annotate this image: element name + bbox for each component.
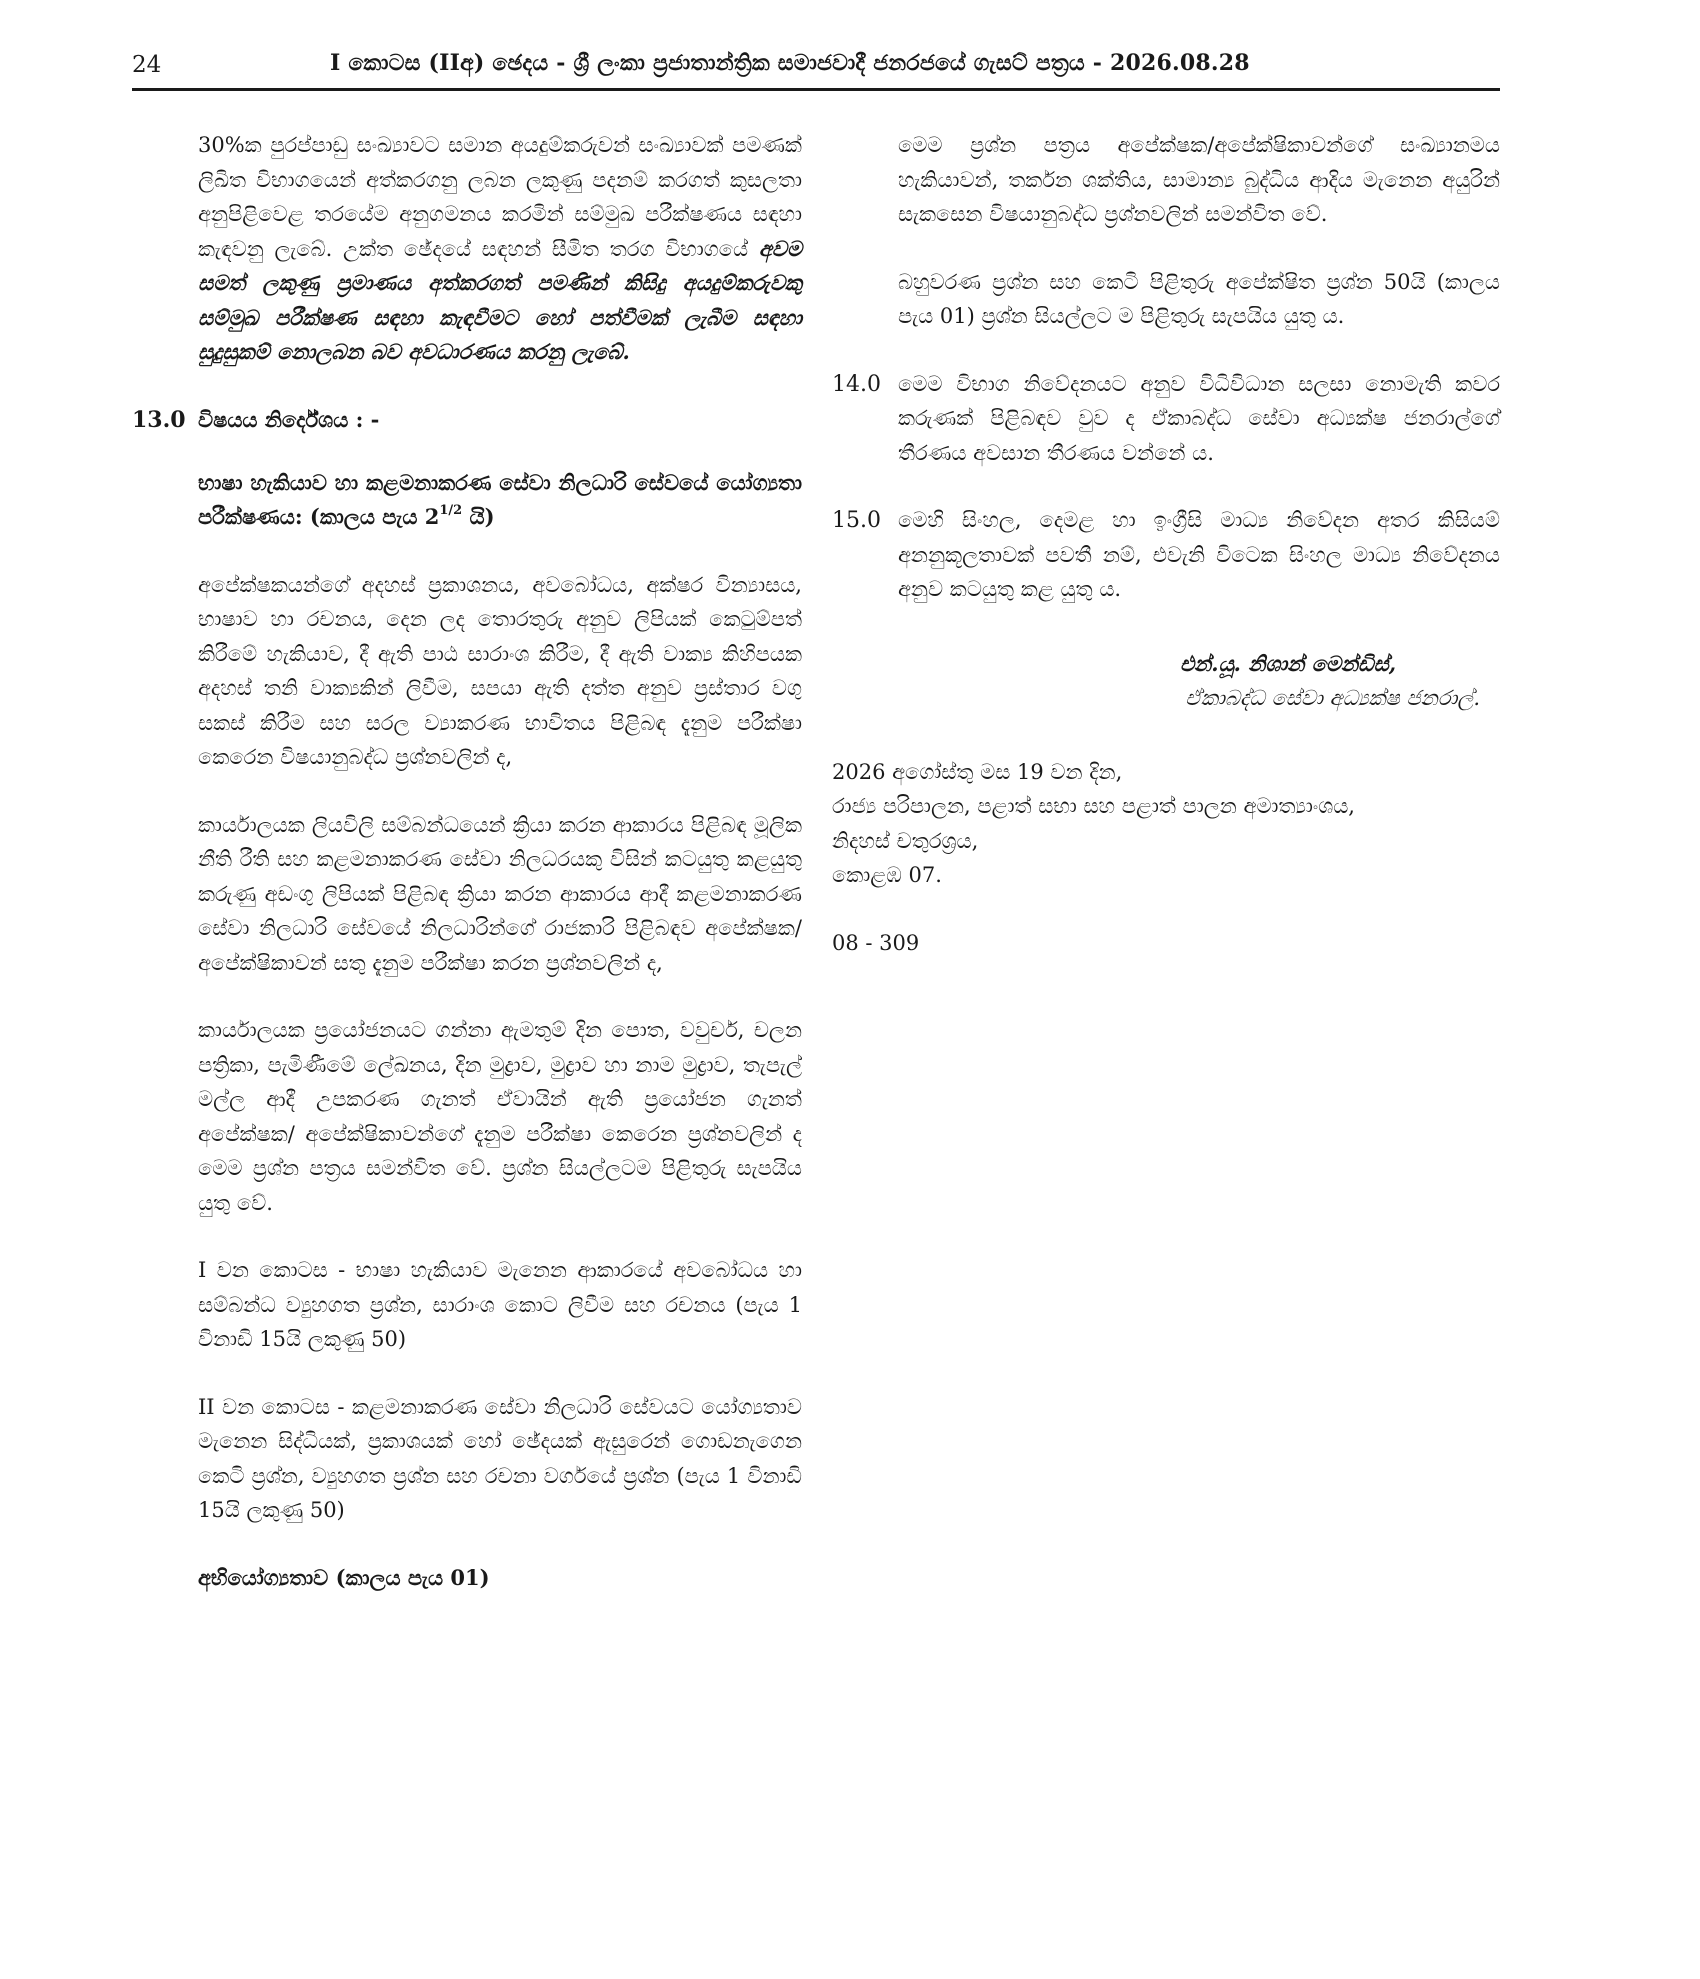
exam-duration-fraction: 1/2	[439, 503, 463, 518]
exam-paragraph-1: අපේක්ෂකයන්ගේ අදහස් ප්‍රකාශනය, අවබෝධය, අක්ෂර වින්‍යාසය, භාෂාව හා රචනය, දෙන ලද තොරතුරු අනුව ලිපියක් කෙටුම්පත් කිරීමේ හැකියාව, දී ඇති පාඨ සාරාංශ කිරීම, දී ඇති වාක්‍ය කිහිපයක අදහස් තනි වාක්‍යකින් ලිවීම, සපයා ඇති දත්ත අනුව ප්‍රස්තාර වගු සකස් කිරීම සහ සරල ව්‍යාකරණ භාවිතය පිළිබඳ දැනුම පරීක්ෂා කෙරෙන විෂයානුබද්ධ ප්‍රශ්නවලින් ද,	[198, 572, 802, 769]
part-1-description: I වන කොටස - භාෂා හැකියාව මැනෙන ආකාරයේ අවබෝධය හා සම්බන්ධ ව්‍යුහගත ප්‍රශ්න, සාරාංශ කොට ලිවීම සහ රචනය (පැය 1 විනාඩි 15යි ලකුණු 50)	[198, 1258, 802, 1351]
address-ministry: රාජ්‍ය පරිපාලන, පළාත් සභා සහ පළාත් පාලන අමාත්‍යාංශය,	[832, 794, 1355, 818]
page-number: 24	[132, 52, 162, 78]
address-square: නිදහස් චතුරශ්‍රය,	[832, 828, 979, 853]
section-15-text: මෙහි සිංහල, දෙමළ හා ඉංග්‍රීසි මාධ්‍ය නිවේදන අතර කිසියම් අනනුකූලතාවක් පවතී නම්, එවැනි විටෙක සිංහල මාධ්‍ය නිවේදනය අනුව කටයුතු කළ යුතු ය.	[898, 508, 1500, 601]
section-13-heading	[132, 407, 802, 433]
aptitude-paragraph-2: බහුවරණ ප්‍රශ්න සහ කෙටි පිළිතුරු අපේක්ෂිත ප්‍රශ්න 50යි (කාලය පැය 01) ප්‍රශ්න සියල්ලට ම පිළිතුරු සැපයිය යුතු ය.	[898, 269, 1500, 328]
address-date: 2026 අගෝස්තු මස 19 වන දින,	[832, 759, 1123, 784]
header-rule	[132, 88, 1500, 91]
reference-number: 08 - 309	[832, 930, 920, 955]
part-2-description: II වන කොටස - කළමනාකරණ සේවා නිලධාරි සේවයට යෝග්‍යතාව මැනෙන සිද්ධියක්, ප්‍රකාශයක් හෝ ඡේදයක් ඇසුරෙන් ගොඩනැගෙන කෙටි ප්‍රශ්න, ව්‍යුහගත ප්‍රශ්න සහ රචනා වර්ගයේ ප්‍රශ්න (පැය 1 විනාඩි 15යි ලකුණු 50)	[198, 1394, 802, 1522]
section-15-number: 15.0	[832, 508, 881, 533]
section-15	[832, 503, 1500, 607]
right-column	[832, 128, 1500, 960]
section-13-title: විෂයය නිර්දේශය : -	[198, 406, 380, 432]
aptitude-paragraph-1: මෙම ප්‍රශ්න පත්‍රය අපේක්ෂක/අපේක්ෂිකාවන්ගේ සංඛ්‍යානමය හැකියාවන්, තර්කන ශක්තිය, සාමාන්‍ය බුද්ධිය ආදිය මැනෙන අයුරින් සැකසෙන විෂයානුබද්ධ ප්‍රශ්නවලින් සමන්විත වේ.	[898, 133, 1500, 226]
intro-paragraph	[198, 128, 802, 370]
section-14-number: 14.0	[832, 371, 881, 397]
intro-emphasis-text: අවම සමත් ලකුණු ප්‍රමාණය අත්කරගත් පමණින් කිසිදු අයදුම්කරුවකු සම්මුඛ පරීක්ෂණ සඳහා කැඳවීමට හෝ පත්වීමක් ලැබීම සඳහා සුදුසුකම් නොලබන බව අවධාරණය කරනු ලැබේ.	[198, 235, 802, 364]
address-block	[832, 755, 1500, 893]
exam-paragraph-3: කාර්යාලයක ප්‍රයෝජනයට ගන්නා ඇමතුම් දින පොත, වවුචර්, චලන පත්‍රිකා, පැමිණීමේ ලේඛනය, දින මුද්‍රාව, මුද්‍රාව හා නාම මුද්‍රාව, තැපැල් මල්ල ආදී උපකරණ ගැනත් ඒවායින් ඇති ප්‍රයෝජන ගැනත් අපේක්ෂක/ අපේක්ෂිකාවන්ගේ දැනුම පරීක්ෂා කෙරෙන ප්‍රශ්නවලින් ද මෙම ප්‍රශ්න පත්‍රය සමන්විත වේ. ප්‍රශ්න සියල්ලටම පිළිතුරු සැපයිය යුතු වේ.	[198, 1018, 802, 1215]
signatory-title: ඒකාබද්ධ සේවා අධ්‍යක්ෂ ජනරාල්.	[1185, 685, 1480, 710]
aptitude-heading: අභියෝග්‍යතාව (කාලය පැය 01)	[198, 1564, 490, 1590]
section-13-number: 13.0	[132, 406, 186, 433]
exam-paragraph-2: කාර්යාලයක ලියවිලි සම්බන්ධයෙන් ක්‍රියා කරන ආකාරය පිළිබඳ මූලික නීති රීති සහ කළමනාකරණ සේවා නිලධරයකු විසින් කටයුතු කළයුතු කරුණු අඩංගු ලිපියක් පිළිබඳ ක්‍රියා කරන ආකාරය ආදී කළමනාකරණ සේවා නිලධාරි සේවයේ නිලධාරින්ගේ රාජකාරි පිළිබඳව අපේක්ෂක/අපේක්ෂිකාවන් සතු දැනුම පරීක්ෂා කරන ප්‍රශ්නවලින් ද,	[198, 812, 802, 975]
section-14-text: මෙම විභාග නිවේදනයට අනුව විධිවිධාන සලසා නොමැති කවර කරුණක් පිළිබඳව වුව ද ඒකාබද්ධ සේවා අධ්‍යක්ෂ ජනරාල්ගේ තීරණය අවසාන තීරණය වන්නේ ය.	[898, 371, 1500, 465]
address-city: කොළඹ 07.	[832, 863, 942, 887]
intro-plain-text: 30%ක පුරප්පාඩු සංඛ්‍යාවට සමාන අයදුම්කරුවන් සංඛ්‍යාවක් පමණක් ලිඛිත විභාගයෙන් අත්කරගනු ලබන ලකුණු පදනම් කරගත් කුසලතා අනුපිළිවෙළ තරයේම අනුගමනය කරමින් සම්මුඛ පරීක්ෂණය සඳහා කැඳවනු ලැබේ. උක්ත ඡේදයේ සඳහන් සීමිත තරග විභාගයේ	[198, 133, 802, 261]
signature-block	[832, 647, 1500, 715]
signatory-name: එන්.යූ. නිශාන් මෙන්ඩිස්,	[1179, 650, 1396, 676]
left-column	[132, 128, 802, 1595]
exam-heading: භාෂා හැකියාව හා කළමනාකරණ සේවා නිලධාරි සේවයේ යෝග්‍යතා පරීක්ෂණය: (කාලය පැය $2^{1/2}$ යි)	[198, 469, 802, 529]
section-14	[832, 367, 1500, 471]
gazette-header-title: I කොටස (IIඅ) ඡෙදය - ශ්‍රී ලංකා ප්‍රජාතාන්ත්‍රික සමාජවාදී ජනරජයේ ගැසට් පත්‍රය - 2026.08.28	[330, 50, 1250, 76]
